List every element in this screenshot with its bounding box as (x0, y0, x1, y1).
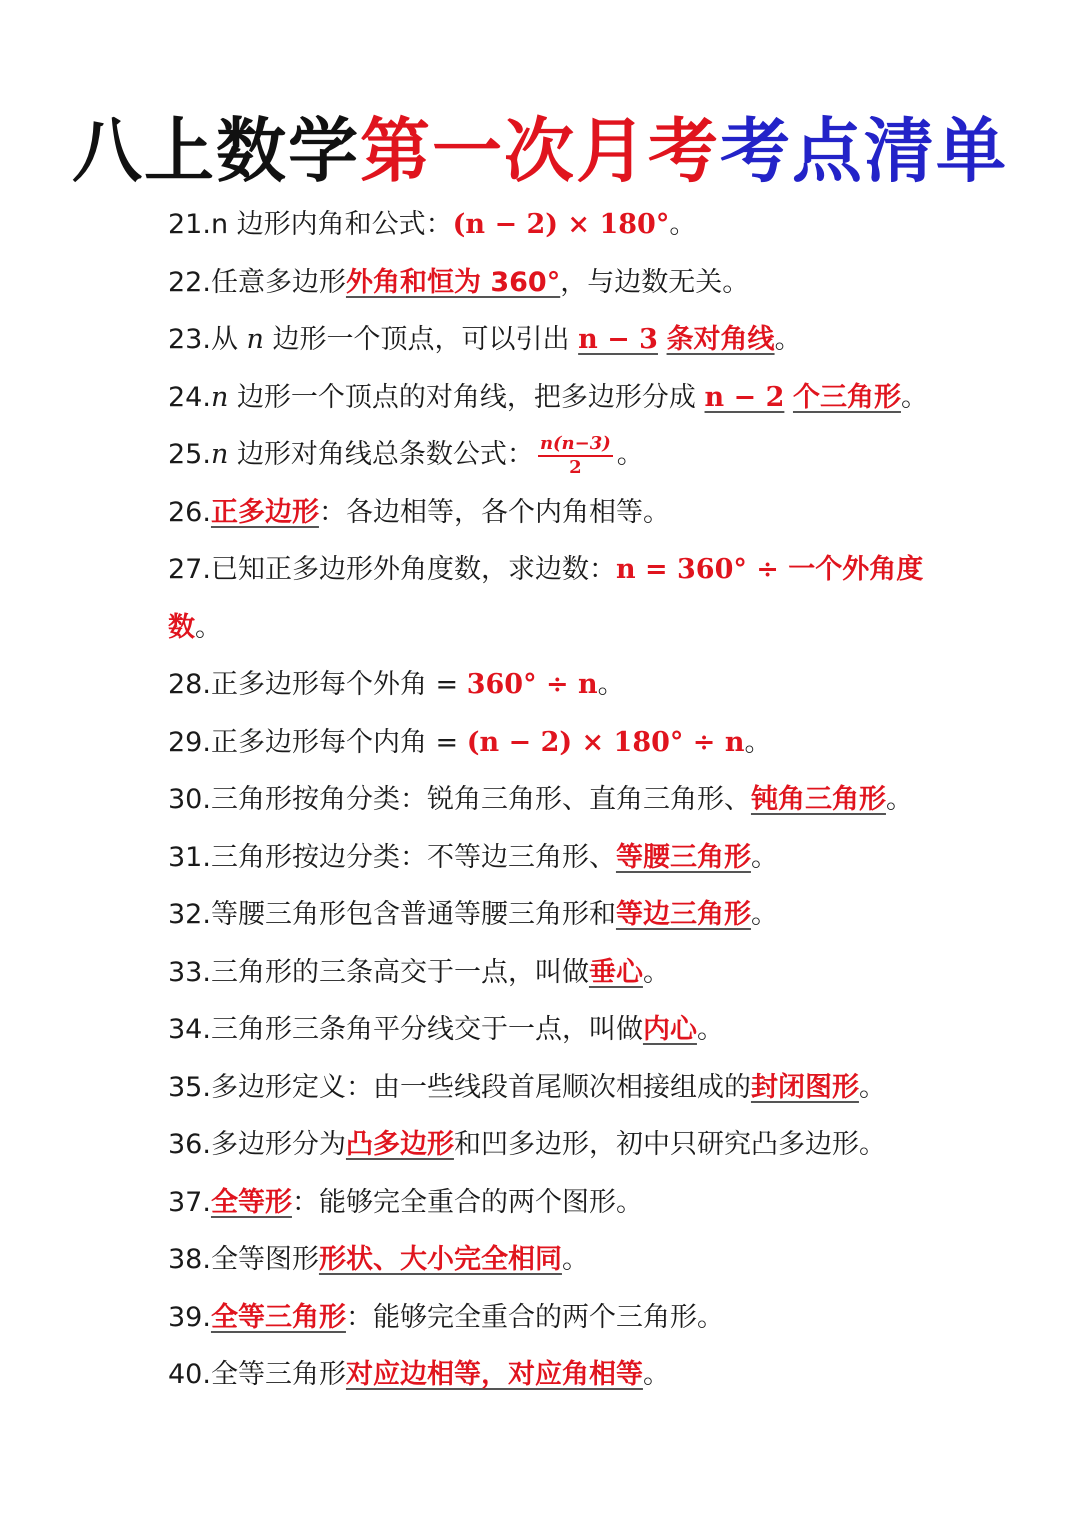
item-keyword: 全等形 (210, 1186, 292, 1218)
item-text: 27.已知正多边形外角度数，求边数： (168, 554, 616, 585)
item-text: ：能够完全重合的两个三角形。 (345, 1301, 724, 1333)
item-keyword: 等腰三角形 (615, 841, 751, 873)
fraction-numerator: n(n−3) (538, 433, 613, 457)
item-keyword: 形状、大小完全相同 (318, 1244, 562, 1275)
item-text: 。 (616, 439, 644, 470)
key-point-list (168, 196, 968, 1404)
item-text: 40.全等三角形 (168, 1359, 346, 1390)
item-text: 33.三角形的三条高交于一点，叫做 (168, 956, 589, 988)
list-item-26 (168, 484, 968, 542)
item-text: ，与边数无关。 (560, 266, 750, 298)
list-item-21 (168, 196, 968, 254)
item-text: 。 (750, 841, 778, 873)
item-text: 39. (168, 1301, 211, 1333)
item-text: 28.正多边形每个外角 = (168, 669, 467, 700)
item-keyword: 垂心 (588, 956, 643, 988)
item-variable: n (210, 439, 229, 470)
item-keyword: 外角和恒为 360° (345, 266, 561, 298)
item-formula: (n − 2) × 180° ÷ n (466, 726, 745, 758)
item-text: 。 (597, 669, 625, 700)
list-item-33 (168, 944, 968, 1002)
item-text: 。 (858, 1071, 886, 1103)
item-text: 。 (885, 784, 913, 815)
item-keyword: 钝角三角形 (750, 784, 886, 815)
list-item-31 (168, 829, 968, 887)
list-item-40 (168, 1346, 968, 1404)
item-text: ：能够完全重合的两个图形。 (291, 1186, 643, 1218)
item-text: 。 (669, 209, 697, 240)
item-keyword: 凸多边形 (345, 1129, 454, 1160)
item-text: 38.全等图形 (168, 1244, 319, 1275)
list-item-28 (168, 656, 968, 714)
item-keyword: 个三角形 (792, 381, 901, 413)
item-text: 。 (642, 1359, 670, 1390)
list-item-36 (168, 1116, 968, 1174)
list-item-25 (168, 426, 968, 484)
item-text: 。 (561, 1244, 589, 1275)
item-text: 24. (168, 381, 211, 413)
item-text: 边形一个顶点，可以引出 (272, 324, 570, 355)
list-item-29 (168, 714, 968, 772)
list-item-38 (168, 1231, 968, 1289)
item-keyword: 条对角线 (666, 324, 775, 355)
item-formula: n = 360° ÷ (615, 554, 789, 585)
item-text: 。 (750, 899, 778, 930)
item-keyword: 正多边形 (210, 496, 319, 528)
list-item-39 (168, 1289, 968, 1347)
item-keyword: 对应边相等，对应角相等 (345, 1359, 643, 1390)
item-text: 22.任意多边形 (168, 266, 346, 298)
title-part-red: 第一次月考 (360, 110, 720, 192)
item-text: 30.三角形按角分类：锐角三角形、直角三角形、 (168, 784, 751, 815)
item-text: 26. (168, 496, 211, 528)
list-item-30 (168, 771, 968, 829)
list-item-37 (168, 1174, 968, 1232)
item-text: 31.三角形按边分类：不等边三角形、 (168, 841, 616, 873)
item-formula: n − 2 (704, 381, 785, 413)
item-text: 边形一个顶点的对角线，把多边形分成 (236, 381, 696, 413)
list-item-23 (168, 311, 968, 369)
item-keyword: 内心 (642, 1014, 697, 1045)
title-part-black: 八上数学 (72, 110, 360, 192)
list-item-22 (168, 254, 968, 312)
item-text: 29.正多边形每个内角 = (168, 726, 467, 758)
item-text: 。 (195, 611, 222, 643)
item-text: 25. (168, 439, 211, 470)
item-keyword: 全等三角形 (210, 1301, 346, 1333)
title-part-blue: 考点清单 (720, 110, 1008, 192)
item-text: 。 (900, 381, 928, 413)
item-text: 。 (642, 956, 670, 988)
item-keyword: 等边三角形 (615, 899, 751, 930)
item-text: 32.等腰三角形包含普通等腰三角形和 (168, 899, 616, 930)
fraction-denominator: 2 (569, 456, 582, 478)
item-text: 。 (774, 324, 802, 355)
list-item-27 (168, 541, 968, 656)
list-item-24 (168, 369, 968, 427)
diagonal-fraction (538, 433, 613, 479)
item-variable: n (210, 381, 229, 413)
item-text: 36.多边形分为 (168, 1129, 346, 1160)
item-formula: 360° ÷ n (466, 669, 598, 700)
item-text: ：各边相等，各个内角相等。 (318, 496, 670, 528)
list-item-35 (168, 1059, 968, 1117)
item-text: 35.多边形定义：由一些线段首尾顺次相接组成的 (168, 1071, 751, 1103)
item-text: 边形对角线总条数公式： (236, 439, 534, 470)
item-formula: (n − 2) × 180° (452, 209, 670, 240)
item-text: 21.n 边形内角和公式： (168, 209, 453, 240)
item-text: 。 (696, 1014, 724, 1045)
item-text: 34.三角形三条角平分线交于一点，叫做 (168, 1014, 643, 1045)
item-keyword: 一个外角度数 (168, 554, 924, 643)
item-text: 37. (168, 1186, 211, 1218)
item-formula: n − 3 (578, 324, 658, 355)
item-text: 23.从 (168, 324, 238, 355)
page-title (0, 108, 1080, 194)
item-text: 。 (744, 726, 772, 758)
list-item-32 (168, 886, 968, 944)
item-text: 和凹多边形，初中只研究凸多边形。 (453, 1129, 886, 1160)
item-variable: n (246, 324, 264, 355)
item-keyword: 封闭图形 (750, 1071, 859, 1103)
list-item-34 (168, 1001, 968, 1059)
